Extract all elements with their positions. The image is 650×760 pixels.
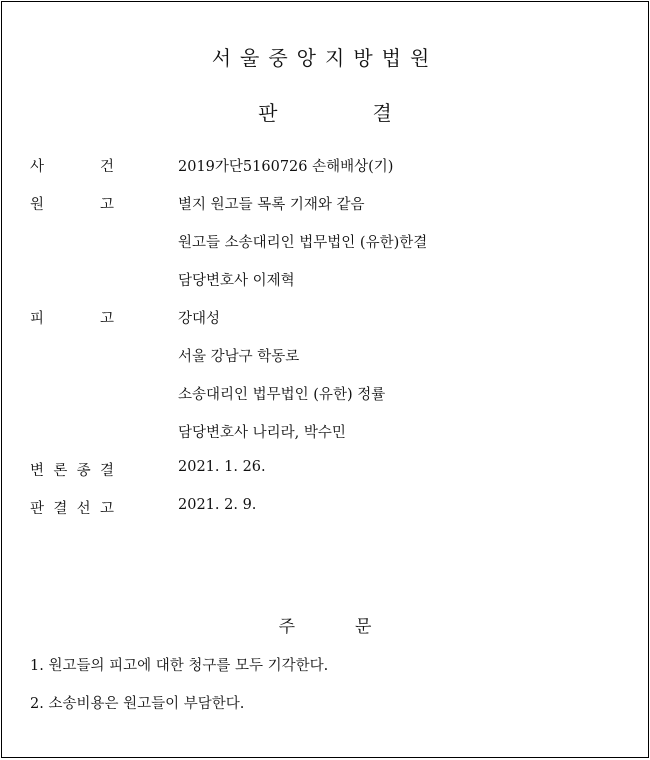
judgment-date-row [2,497,648,519]
order-item: 1. 원고들의 피고에 대한 청구를 모두 기각한다. [30,658,329,674]
document-title [2,97,648,126]
hearing-closed-row [2,459,648,481]
plaintiff-label: 원 고 [30,197,114,213]
case-label: 사 건 [30,159,114,175]
plaintiff-row [2,193,648,215]
hearing-closed-label: 변 론 종 결 [30,463,114,479]
judgment-date-label: 판 결 선 고 [30,501,114,517]
defendant-address: 서울 강남구 학동로 [178,349,300,365]
plaintiff-row [2,269,648,291]
defendant-attorneys: 담당변호사 나리라, 박수민 [178,425,346,441]
judgment-page [1,1,649,758]
order-item: 2. 소송비용은 원고들이 부담한다. [30,696,245,712]
plaintiff-name: 별지 원고들 목록 기재와 같음 [178,197,365,213]
case-row [2,155,648,177]
plaintiff-attorney: 담당변호사 이제혁 [178,273,295,289]
defendant-row [2,421,648,443]
order-heading: 주 문 [278,617,372,637]
court-name: 서울중앙지방법원 [211,46,439,70]
judgment-date: 2021. 2. 9. [178,497,257,513]
plaintiff-counsel: 원고들 소송대리인 법무법인 (유한)한결 [178,235,428,251]
document-title-char: 결 [372,101,392,125]
defendant-counsel: 소송대리인 법무법인 (유한) 정률 [178,387,386,403]
defendant-row [2,383,648,405]
defendant-name: 강대성 [178,311,221,327]
defendant-row [2,345,648,367]
hearing-closed-date: 2021. 1. 26. [178,459,266,475]
plaintiff-row [2,231,648,253]
case-number: 2019가단5160726 손해배상(기) [178,159,394,175]
defendant-label: 피 고 [30,311,114,327]
defendant-row [2,307,648,329]
document-title-char: 판 [258,101,278,125]
